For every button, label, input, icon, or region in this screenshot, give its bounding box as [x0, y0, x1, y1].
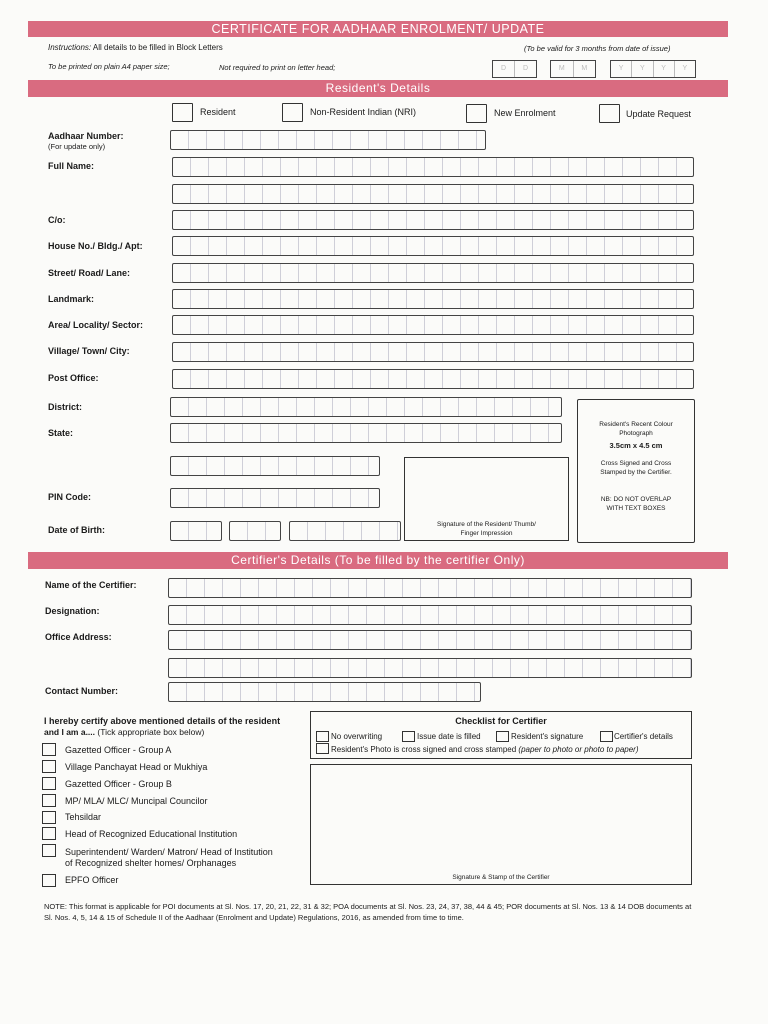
- photo-size: 3.5cm x 4.5 cm: [609, 441, 663, 450]
- resident-signature-label: Resident's signature: [511, 732, 584, 741]
- tehsildar-label: Tehsildar: [65, 812, 102, 822]
- office-address-field-line2[interactable]: [168, 658, 692, 678]
- aadhaar-number-field[interactable]: [170, 130, 486, 150]
- photo-nb-note: NB: DO NOT OVERLAP WITH TEXT BOXES: [600, 496, 672, 512]
- gazetted-b-checkbox[interactable]: [42, 777, 56, 790]
- street-label: Street/ Road/ Lane:: [48, 268, 131, 278]
- full-name-field-line1[interactable]: [172, 157, 694, 177]
- stamp-caption: Signature & Stamp of the Certifier: [452, 874, 550, 881]
- resident-option-label: Resident: [200, 107, 236, 117]
- signature-caption: Signature of the Resident/ Thumb/ Finger Impression: [437, 521, 536, 537]
- designation-label: Designation:: [45, 606, 100, 616]
- issue-date-month[interactable]: M M: [550, 60, 596, 78]
- certify-statement: I hereby certify above mentioned details of the resident: [44, 716, 281, 726]
- full-name-field-line2[interactable]: [172, 184, 694, 204]
- panchayat-head-checkbox[interactable]: [42, 760, 56, 773]
- landmark-field[interactable]: [172, 289, 694, 309]
- nri-checkbox[interactable]: [282, 103, 303, 122]
- street-field[interactable]: [172, 263, 694, 283]
- update-request-label: Update Request: [626, 109, 692, 119]
- epfo-checkbox[interactable]: [42, 874, 56, 887]
- dob-day-field[interactable]: [170, 521, 222, 541]
- educational-head-checkbox[interactable]: [42, 827, 56, 840]
- checklist-title: Checklist for Certifier: [455, 716, 547, 726]
- co-field[interactable]: [172, 210, 694, 230]
- area-field[interactable]: [172, 315, 694, 335]
- resident-checkbox[interactable]: [172, 103, 193, 122]
- office-address-label: Office Address:: [45, 632, 112, 642]
- certifier-name-label: Name of the Certifier:: [45, 580, 137, 590]
- resident-signature-checkbox[interactable]: [496, 731, 509, 742]
- state-field-line1[interactable]: [170, 423, 562, 443]
- certifier-stamp-box[interactable]: [310, 764, 692, 885]
- letterhead-note: Not required to print on letter head;: [219, 63, 336, 72]
- certifier-name-field[interactable]: [168, 578, 692, 598]
- designation-field[interactable]: [168, 605, 692, 625]
- photo-cross-note: Cross Signed and Cross Stamped by the Certifier.: [600, 460, 672, 476]
- office-address-field-line1[interactable]: [168, 630, 692, 650]
- contact-number-field[interactable]: [168, 682, 481, 702]
- superintendent-label: Superintendent/ Warden/ Matron/ Head of Institution: [65, 847, 273, 857]
- photo-cross-checkbox[interactable]: [316, 743, 329, 754]
- residents-details-header: Resident's Details: [28, 80, 728, 97]
- epfo-label: EPFO Officer: [65, 875, 119, 885]
- gazetted-a-label: Gazetted Officer - Group A: [65, 745, 172, 755]
- co-label: C/o:: [48, 215, 66, 225]
- post-office-field[interactable]: [172, 369, 694, 389]
- superintendent-checkbox[interactable]: [42, 844, 56, 857]
- post-office-label: Post Office:: [48, 373, 99, 383]
- gazetted-b-label: Gazetted Officer - Group B: [65, 779, 172, 789]
- area-label: Area/ Locality/ Sector:: [48, 320, 144, 330]
- state-label: State:: [48, 428, 74, 438]
- aadhaar-number-label: Aadhaar Number: (For update only): [48, 131, 124, 151]
- district-label: District:: [48, 402, 83, 412]
- tehsildar-checkbox[interactable]: [42, 811, 56, 824]
- pin-code-field[interactable]: [170, 488, 380, 508]
- footer-note: NOTE: This format is applicable for POI documents at Sl. Nos. 17, 20, 21, 22, 31 & 32; POA documents at Sl. Nos. 23, 24, 37, 38, 44 & 45; POR documents at Sl. Nos. 13 & 14 DOB documents at Sl. Nos. 4, 5, 14 & 15 of Schedule II of the Aadhaar (Enrolment and Update) Regulations, 2016, as amended from time to time.: [44, 902, 692, 922]
- validity-note: (To be valid for 3 months from date of issue): [524, 44, 671, 53]
- district-field[interactable]: [170, 397, 562, 417]
- issue-date-checkbox[interactable]: [402, 731, 415, 742]
- no-overwriting-label: No overwriting: [331, 732, 383, 741]
- house-label: House No./ Bldg./ Apt:: [48, 241, 143, 251]
- mp-mla-label: MP/ MLA/ MLC/ Muncipal Councilor: [65, 796, 208, 806]
- issue-date-label: Issue date is filled: [417, 732, 481, 741]
- village-field[interactable]: [172, 342, 694, 362]
- landmark-label: Landmark:: [48, 294, 95, 304]
- certifier-details-checkbox[interactable]: [600, 731, 613, 742]
- dob-year-field[interactable]: [289, 521, 401, 541]
- issue-date-day[interactable]: D D: [492, 60, 537, 78]
- pin-code-label: PIN Code:: [48, 492, 92, 502]
- new-enrolment-checkbox[interactable]: [466, 104, 487, 123]
- certifier-details-header: Certifier's Details (To be filled by the certifier Only): [28, 552, 728, 569]
- photo-box[interactable]: [577, 399, 695, 543]
- state-field-line2[interactable]: [170, 456, 380, 476]
- resident-signature-box[interactable]: [404, 457, 569, 541]
- gazetted-a-checkbox[interactable]: [42, 743, 56, 756]
- mp-mla-checkbox[interactable]: [42, 794, 56, 807]
- certifier-details-label: Certifier's details: [614, 732, 673, 741]
- dob-month-field[interactable]: [229, 521, 281, 541]
- dob-label: Date of Birth:: [48, 525, 105, 535]
- no-overwriting-checkbox[interactable]: [316, 731, 329, 742]
- panchayat-head-label: Village Panchayat Head or Mukhiya: [65, 762, 208, 772]
- checklist-box: [310, 711, 692, 759]
- superintendent-label-cont: of Recognized shelter homes/ Orphanages: [65, 858, 237, 868]
- update-request-checkbox[interactable]: [599, 104, 620, 123]
- educational-head-label: Head of Recognized Educational Institution: [65, 829, 238, 839]
- paper-note: To be printed on plain A4 paper size;: [48, 62, 170, 71]
- house-field[interactable]: [172, 236, 694, 256]
- issue-date-year[interactable]: Y Y Y Y: [610, 60, 696, 78]
- certify-statement-2: and I am a.... (Tick appropriate box below): [44, 727, 205, 737]
- instructions: Instructions: All details to be filled in Block Letters: [48, 43, 223, 52]
- photo-caption: Resident's Recent Colour Photograph: [599, 421, 673, 437]
- contact-number-label: Contact Number:: [45, 686, 119, 696]
- full-name-label: Full Name:: [48, 161, 95, 171]
- village-label: Village/ Town/ City:: [48, 346, 130, 356]
- nri-option-label: Non-Resident Indian (NRI): [310, 107, 417, 117]
- new-enrolment-label: New Enrolment: [494, 108, 556, 118]
- certificate-title: CERTIFICATE FOR AADHAAR ENROLMENT/ UPDATE: [28, 21, 728, 37]
- photo-cross-label: Resident's Photo is cross signed and cross stamped (paper to photo or photo to paper): [331, 745, 639, 754]
